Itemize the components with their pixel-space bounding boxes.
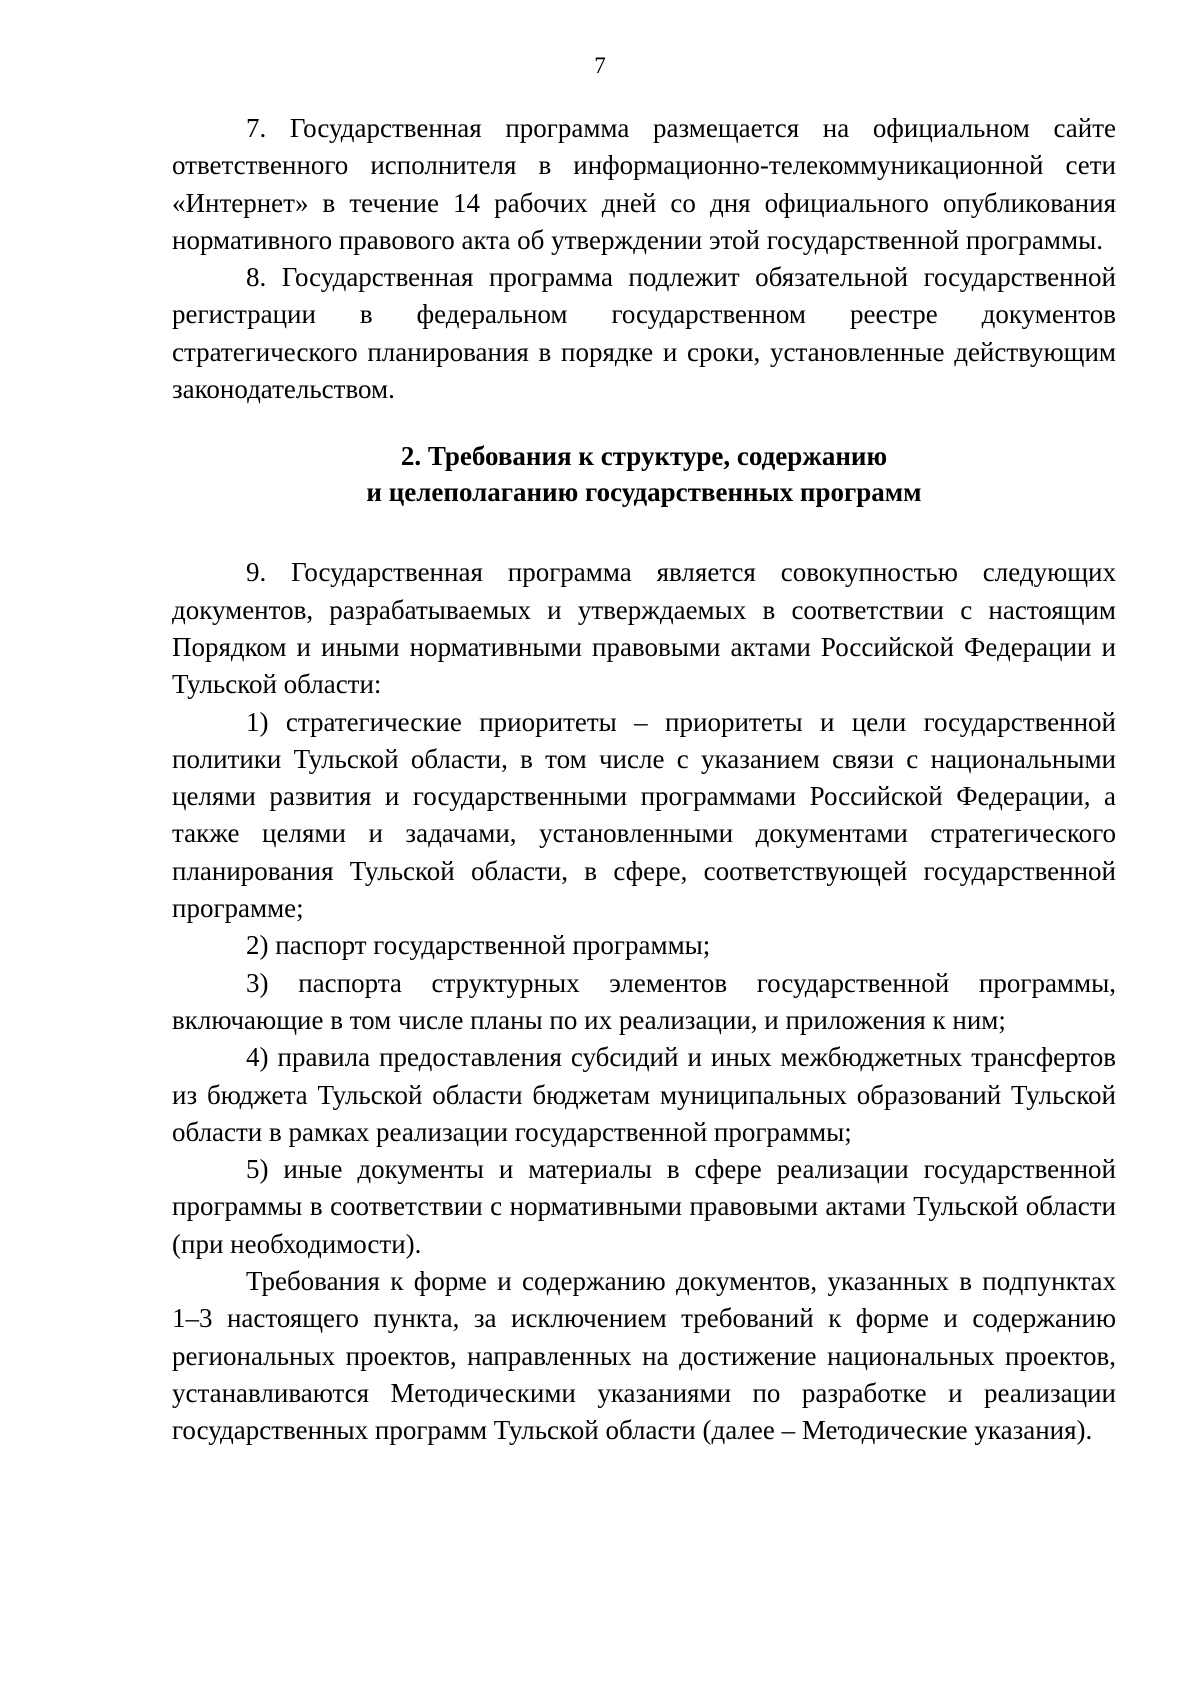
requirements-paragraph: Требования к форме и содержанию документов, указанных в подпунктах 1–3 настоящего пункта, за исключением требований к форме и содержанию региональных проектов, направленных на достижение национальных проектов, устанавливаются Методическими указаниями по разработке и реализации государственных программ Тульской области (далее – Методические указания).	[172, 1266, 1116, 1446]
list-item-1: 1) стратегические приоритеты – приоритеты и цели государственной политики Тульской области, в том числе с указанием связи с национальными целями развития и государственными программами Российской Федерации, а также целями и задачами, установленными документами стратегического планирования Тульской области, в сфере, соответствующей государственной программе;	[172, 706, 1116, 924]
list-item-5: 5) иные документы и материалы в сфере реализации государственной программы в соответствии с нормативными правовыми актами Тульской области (при необходимости).	[172, 1154, 1116, 1259]
paragraph-7: 7. Государственная программа размещается на официальном сайте ответственного исполнителя в информационно-телекоммуникационной сети «Интернет» в течение 14 рабочих дней со дня официального опубликования нормативного правового акта об утверждении этой государственной программы.	[172, 113, 1116, 255]
list-item-4: 4) правила предоставления субсидий и иных межбюджетных трансфертов из бюджета Тульской области бюджетам муниципальных образований Тульской области в рамках реализации государственной программы;	[172, 1042, 1116, 1147]
section-heading-line-1: 2. Требования к структуре, содержанию	[400, 441, 888, 472]
section-heading-line-2: и целеполаганию государственных программ	[366, 477, 922, 508]
document-body	[172, 110, 1116, 1450]
list-item-2: 2) паспорт государственной программы;	[246, 930, 711, 961]
paragraph-8: 8. Государственная программа подлежит обязательной государственной регистрации в федеральном государственном реестре документов стратегического планирования в порядке и сроки, установленные действующим законодательством.	[172, 262, 1116, 405]
section-heading	[172, 438, 1116, 510]
list-item-3: 3) паспорта структурных элементов государственной программы, включающие в том числе планы по их реализации, и приложения к ним;	[172, 967, 1116, 1035]
page-number: 7	[594, 53, 606, 78]
paragraph-9: 9. Государственная программа является совокупностью следующих документов, разрабатываемых и утверждаемых в соответствии с настоящим Порядком и иными нормативными правовыми актами Российской Федерации и Тульской области:	[172, 557, 1116, 700]
